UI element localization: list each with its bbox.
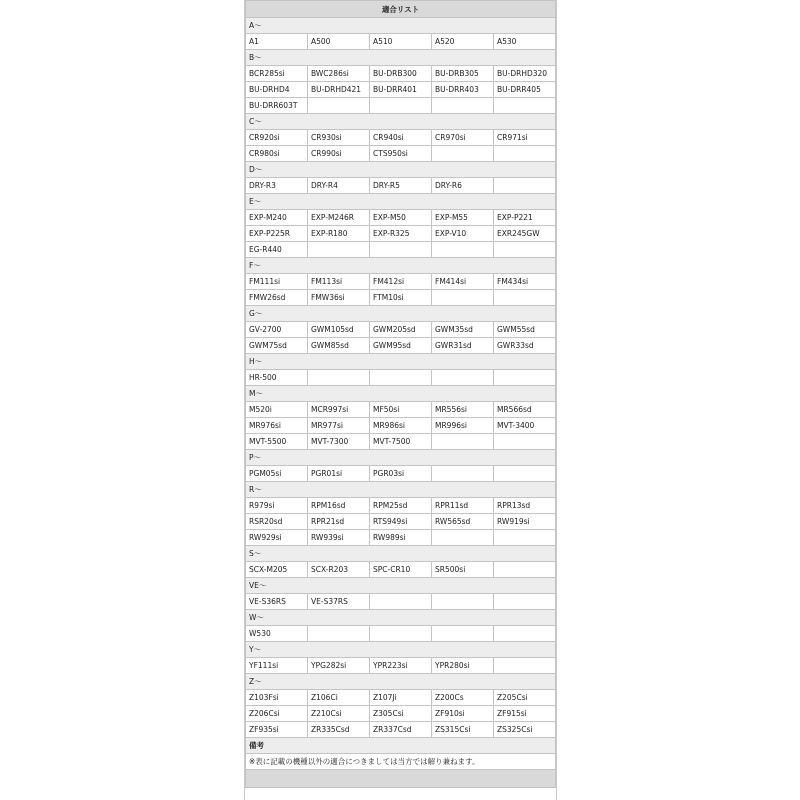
model-cell: YPR223si (370, 658, 432, 674)
group-label: A〜 (246, 18, 556, 34)
model-cell: ZF910si (432, 706, 494, 722)
model-cell: FM414si (432, 274, 494, 290)
remarks-text: ※表に記載の機種以外の適合につきましては当方では解り兼ねます。 (246, 754, 556, 770)
model-cell: FMW26sd (246, 290, 308, 306)
model-cell (432, 594, 494, 610)
model-cell (308, 242, 370, 258)
group-label: Y〜 (246, 642, 556, 658)
model-cell: CR980si (246, 146, 308, 162)
group-header-row (246, 114, 556, 130)
model-cell (432, 466, 494, 482)
model-cell: A530 (494, 34, 556, 50)
table-row (246, 434, 556, 450)
footer-row (246, 770, 556, 788)
model-cell: DRY-R5 (370, 178, 432, 194)
group-label: S〜 (246, 546, 556, 562)
model-cell: DRY-R6 (432, 178, 494, 194)
group-label: VE〜 (246, 578, 556, 594)
model-cell: MVT-7300 (308, 434, 370, 450)
model-cell (494, 626, 556, 642)
group-header-row (246, 162, 556, 178)
model-cell: DRY-R4 (308, 178, 370, 194)
group-header-row (246, 306, 556, 322)
table-row (246, 370, 556, 386)
title-row (246, 1, 556, 18)
model-cell: CR930si (308, 130, 370, 146)
model-cell: PGR03si (370, 466, 432, 482)
table-row (246, 626, 556, 642)
model-cell (308, 370, 370, 386)
model-cell (494, 658, 556, 674)
model-cell: BU-DRHD4 (246, 82, 308, 98)
table-row (246, 210, 556, 226)
group-label: B〜 (246, 50, 556, 66)
model-cell: Z106Ci (308, 690, 370, 706)
model-cell: Z103Fsi (246, 690, 308, 706)
model-cell (432, 530, 494, 546)
model-cell: DRY-R3 (246, 178, 308, 194)
model-cell (432, 146, 494, 162)
model-cell (370, 98, 432, 114)
model-cell: BWC286si (308, 66, 370, 82)
model-cell: BU-DRR403 (432, 82, 494, 98)
model-cell (370, 242, 432, 258)
model-cell (432, 370, 494, 386)
table-row (246, 530, 556, 546)
model-cell: FM412si (370, 274, 432, 290)
model-cell: CR990si (308, 146, 370, 162)
group-header-row (246, 450, 556, 466)
group-label: H〜 (246, 354, 556, 370)
model-cell: FTM10si (370, 290, 432, 306)
model-cell: BU-DRHD421 (308, 82, 370, 98)
model-cell (494, 242, 556, 258)
table-row (246, 34, 556, 50)
group-header-row (246, 546, 556, 562)
model-cell: MR976si (246, 418, 308, 434)
model-cell (494, 562, 556, 578)
group-label: Z〜 (246, 674, 556, 690)
footer-bar (246, 770, 556, 788)
model-cell: A1 (246, 34, 308, 50)
table-row (246, 146, 556, 162)
table-row (246, 226, 556, 242)
model-cell: MF50si (370, 402, 432, 418)
model-cell: ZR335Csd (308, 722, 370, 738)
model-cell (370, 626, 432, 642)
model-cell (432, 434, 494, 450)
model-cell: Z305Csi (370, 706, 432, 722)
model-cell: Z206Csi (246, 706, 308, 722)
model-cell: Z210Csi (308, 706, 370, 722)
table-row (246, 594, 556, 610)
model-cell: GWM205sd (370, 322, 432, 338)
model-cell: HR-500 (246, 370, 308, 386)
model-cell: MR996si (432, 418, 494, 434)
model-cell (494, 290, 556, 306)
model-cell: EG-R440 (246, 242, 308, 258)
model-cell: BCR285si (246, 66, 308, 82)
model-cell: CR920si (246, 130, 308, 146)
group-header-row (246, 578, 556, 594)
model-cell: GWM55sd (494, 322, 556, 338)
model-cell: GWM105sd (308, 322, 370, 338)
model-cell: GWM95sd (370, 338, 432, 354)
model-cell: RW565sd (432, 514, 494, 530)
compatibility-table (245, 0, 556, 788)
model-cell: EXP-V10 (432, 226, 494, 242)
model-cell: EXP-P221 (494, 210, 556, 226)
remarks-text-row (246, 754, 556, 770)
model-cell: FM111si (246, 274, 308, 290)
group-header-row (246, 482, 556, 498)
group-label: R〜 (246, 482, 556, 498)
model-cell: SPC-CR10 (370, 562, 432, 578)
model-cell: ZR337Csd (370, 722, 432, 738)
model-cell (308, 98, 370, 114)
table-row (246, 242, 556, 258)
table-row (246, 274, 556, 290)
model-cell: EXP-M50 (370, 210, 432, 226)
model-cell: FMW36si (308, 290, 370, 306)
model-cell: GWR31sd (432, 338, 494, 354)
group-label: G〜 (246, 306, 556, 322)
model-cell: BU-DRR603T (246, 98, 308, 114)
table-row (246, 402, 556, 418)
group-header-row (246, 642, 556, 658)
model-cell: CTS950si (370, 146, 432, 162)
model-cell: R979si (246, 498, 308, 514)
group-header-row (246, 194, 556, 210)
model-cell: RPR13sd (494, 498, 556, 514)
model-cell (494, 98, 556, 114)
compatibility-sheet (244, 0, 557, 800)
model-cell: GWM75sd (246, 338, 308, 354)
model-cell: GWM35sd (432, 322, 494, 338)
model-cell: ZS315Csi (432, 722, 494, 738)
model-cell: MVT-3400 (494, 418, 556, 434)
model-cell: M520i (246, 402, 308, 418)
group-header-row (246, 50, 556, 66)
group-header-row (246, 610, 556, 626)
model-cell: EXR245GW (494, 226, 556, 242)
model-cell: Z205Csi (494, 690, 556, 706)
model-cell: Z200Cs (432, 690, 494, 706)
model-cell: MCR997si (308, 402, 370, 418)
remarks-heading: 備考 (246, 738, 556, 754)
group-label: C〜 (246, 114, 556, 130)
model-cell: FM113si (308, 274, 370, 290)
model-cell: RPR11sd (432, 498, 494, 514)
model-cell: FM434si (494, 274, 556, 290)
model-cell: MR566sd (494, 402, 556, 418)
model-cell: EXP-M55 (432, 210, 494, 226)
table-row (246, 130, 556, 146)
model-cell (432, 242, 494, 258)
groups-body (246, 18, 556, 738)
group-header-row (246, 354, 556, 370)
group-label: M〜 (246, 386, 556, 402)
model-cell: A510 (370, 34, 432, 50)
model-cell: RSR20sd (246, 514, 308, 530)
model-cell: MR986si (370, 418, 432, 434)
model-cell: RW919si (494, 514, 556, 530)
model-cell: EXP-R325 (370, 226, 432, 242)
model-cell (370, 594, 432, 610)
model-cell: RTS949si (370, 514, 432, 530)
model-cell: ZS325Csi (494, 722, 556, 738)
table-row (246, 290, 556, 306)
model-cell: YPR280si (432, 658, 494, 674)
model-cell: GV-2700 (246, 322, 308, 338)
model-cell: EXP-P225R (246, 226, 308, 242)
model-cell: A520 (432, 34, 494, 50)
table-row (246, 706, 556, 722)
model-cell: YPG282si (308, 658, 370, 674)
model-cell: MVT-7500 (370, 434, 432, 450)
group-header-row (246, 386, 556, 402)
model-cell: BU-DRHD320 (494, 66, 556, 82)
model-cell: PGM05si (246, 466, 308, 482)
model-cell (494, 146, 556, 162)
table-row (246, 66, 556, 82)
model-cell: GWM85sd (308, 338, 370, 354)
table-row (246, 98, 556, 114)
model-cell (432, 626, 494, 642)
model-cell: SR500si (432, 562, 494, 578)
table-row (246, 658, 556, 674)
model-cell (494, 466, 556, 482)
table-title: 適合リスト (246, 1, 556, 18)
model-cell: MVT-5500 (246, 434, 308, 450)
model-cell: SCX-M205 (246, 562, 308, 578)
model-cell: PGR01si (308, 466, 370, 482)
model-cell: EXP-M240 (246, 210, 308, 226)
table-row (246, 722, 556, 738)
group-label: P〜 (246, 450, 556, 466)
model-cell: CR940si (370, 130, 432, 146)
model-cell (494, 530, 556, 546)
table-row (246, 466, 556, 482)
remarks-heading-row (246, 738, 556, 754)
model-cell: RPM25sd (370, 498, 432, 514)
table-row (246, 322, 556, 338)
table-row (246, 418, 556, 434)
table-row (246, 178, 556, 194)
model-cell: ZF915si (494, 706, 556, 722)
model-cell (494, 178, 556, 194)
model-cell (432, 98, 494, 114)
model-cell: EXP-M246R (308, 210, 370, 226)
table-row (246, 338, 556, 354)
group-label: E〜 (246, 194, 556, 210)
group-label: W〜 (246, 610, 556, 626)
model-cell: Z107Ji (370, 690, 432, 706)
model-cell: BU-DRB305 (432, 66, 494, 82)
table-row (246, 82, 556, 98)
model-cell: MR556si (432, 402, 494, 418)
model-cell: CR970si (432, 130, 494, 146)
group-header-row (246, 674, 556, 690)
group-label: D〜 (246, 162, 556, 178)
table-row (246, 562, 556, 578)
model-cell (308, 626, 370, 642)
model-cell: RPM16sd (308, 498, 370, 514)
group-label: F〜 (246, 258, 556, 274)
model-cell: GWR33sd (494, 338, 556, 354)
model-cell (370, 370, 432, 386)
group-header-row (246, 258, 556, 274)
model-cell: BU-DRR401 (370, 82, 432, 98)
model-cell (494, 434, 556, 450)
model-cell: RPR21sd (308, 514, 370, 530)
model-cell: VE-S37RS (308, 594, 370, 610)
model-cell: W530 (246, 626, 308, 642)
model-cell (494, 370, 556, 386)
group-header-row (246, 18, 556, 34)
model-cell: VE-S36RS (246, 594, 308, 610)
model-cell: SCX-R203 (308, 562, 370, 578)
model-cell: RW929si (246, 530, 308, 546)
model-cell: BU-DRR405 (494, 82, 556, 98)
model-cell: MR977si (308, 418, 370, 434)
table-row (246, 498, 556, 514)
model-cell: BU-DRB300 (370, 66, 432, 82)
model-cell: RW989si (370, 530, 432, 546)
table-row (246, 514, 556, 530)
model-cell: A500 (308, 34, 370, 50)
model-cell: ZF935si (246, 722, 308, 738)
model-cell (432, 290, 494, 306)
model-cell (494, 594, 556, 610)
model-cell: YF111si (246, 658, 308, 674)
table-row (246, 690, 556, 706)
model-cell: EXP-R180 (308, 226, 370, 242)
model-cell: RW939si (308, 530, 370, 546)
model-cell: CR971si (494, 130, 556, 146)
